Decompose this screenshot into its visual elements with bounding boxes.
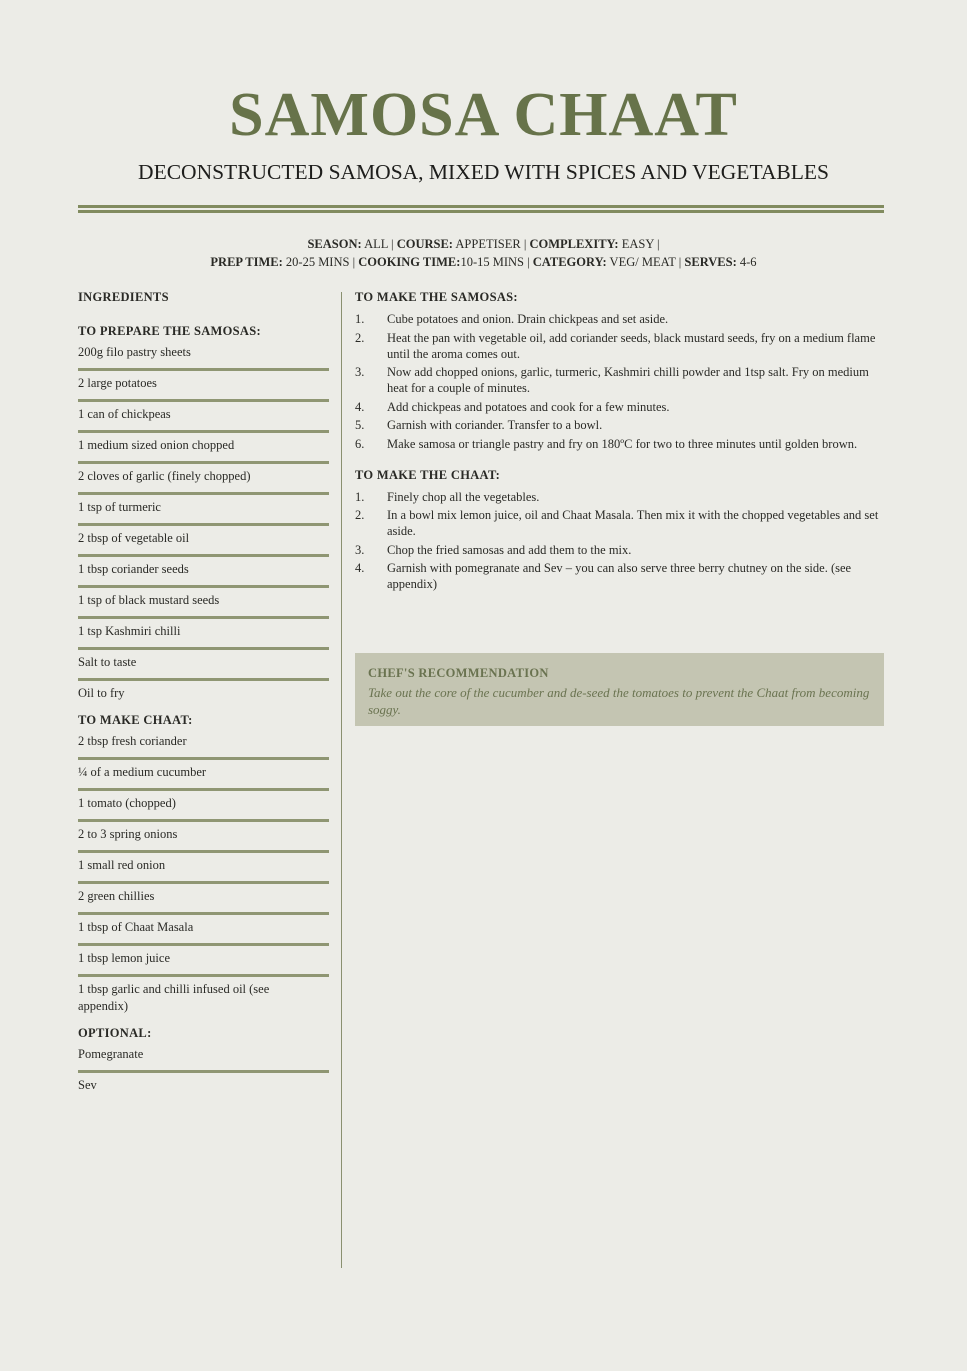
ingredient-item: 2 to 3 spring onions	[78, 825, 329, 853]
method-step	[355, 542, 884, 558]
ingredient-item: Pomegranate	[78, 1045, 329, 1073]
step-text: In a bowl mix lemon juice, oil and Chaat Masala. Then mix it with the chopped vegetables and set aside.	[387, 508, 879, 538]
season-value: ALL	[364, 237, 388, 251]
recipe-subtitle: DECONSTRUCTED SAMOSA, MIXED WITH SPICES AND VEGETABLES	[138, 160, 829, 184]
step-text: Finely chop all the vegetables.	[387, 489, 540, 504]
method-step	[355, 399, 884, 415]
step-text: Cube potatoes and onion. Drain chickpeas and set aside.	[387, 312, 669, 326]
meta-line-2: PREP TIME: 20-25 MINS | COOKING TIME:10-15 MINS | CATEGORY: VEG/ MEAT | SERVES: 4-6	[210, 255, 757, 269]
column-divider	[341, 292, 342, 1268]
ingredient-item: 1 tbsp lemon juice	[78, 949, 329, 977]
complexity-value: EASY	[621, 237, 654, 251]
ingredient-item: 1 tbsp coriander seeds	[78, 560, 329, 588]
chaat-method-heading: TO MAKE THE CHAAT:	[355, 467, 501, 482]
cooking-label: COOKING TIME:	[358, 255, 461, 269]
step-text: Make samosa or triangle pastry and fry on 180ºC for two to three minutes until golden brown.	[387, 436, 858, 451]
step-number: 4.	[355, 399, 365, 414]
chef-recommendation-box	[355, 653, 884, 726]
ingredient-item: 2 cloves of garlic (finely chopped)	[78, 467, 329, 495]
method-step	[355, 417, 884, 433]
step-number: 3.	[355, 542, 365, 557]
ingredients-heading: INGREDIENTS	[78, 290, 169, 304]
ingredient-item: Salt to taste	[78, 653, 329, 681]
ingredients-column	[78, 289, 329, 1104]
ingredient-item: 1 tbsp of Chaat Masala	[78, 918, 329, 946]
title-rule-top	[78, 205, 884, 208]
optional-ingredients-list	[78, 1045, 329, 1101]
ingredient-item: 200g filo pastry sheets	[78, 343, 329, 371]
prep-value: 20-25 MINS	[285, 255, 350, 269]
method-step	[355, 489, 884, 505]
method-step	[355, 364, 884, 396]
serves-label: SERVES:	[684, 255, 737, 269]
chef-recommendation-heading: CHEF'S RECOMMENDATION	[368, 666, 549, 680]
step-number: 1.	[355, 489, 365, 504]
serves-value: 4-6	[739, 255, 757, 269]
step-text: Garnish with pomegranate and Sev – you can also serve three berry chutney on the side. (see appendix)	[387, 561, 852, 591]
season-label: SEASON:	[307, 237, 362, 251]
category-value: VEG/ MEAT	[609, 255, 676, 269]
meta-line-1: SEASON: ALL | COURSE: APPETISER | COMPLEXITY: EASY |	[307, 237, 660, 251]
ingredient-item: 1 tsp of turmeric	[78, 498, 329, 526]
step-number: 4.	[355, 561, 365, 575]
ingredient-item: Sev	[78, 1078, 97, 1092]
step-number: 6.	[355, 436, 365, 451]
ingredient-item: 2 green chillies	[78, 887, 329, 915]
step-text: Garnish with coriander. Transfer to a bowl.	[387, 418, 603, 432]
cooking-value: 10-15 MINS	[460, 255, 524, 269]
ingredient-item: 1 can of chickpeas	[78, 405, 329, 433]
category-label: CATEGORY:	[532, 255, 607, 269]
step-number: 1.	[355, 312, 365, 326]
optional-ingredients-heading: OPTIONAL:	[78, 1026, 152, 1040]
ingredient-item: Oil to fry	[78, 686, 125, 700]
step-text: Add chickpeas and potatoes and cook for a few minutes.	[387, 399, 670, 414]
step-number: 2.	[355, 330, 365, 345]
method-step	[355, 560, 884, 592]
step-number: 5.	[355, 418, 365, 432]
complexity-label: COMPLEXITY:	[529, 237, 619, 251]
samosa-ingredients-list	[78, 343, 329, 709]
chaat-steps-list	[355, 489, 884, 593]
samosa-ingredients-heading: TO PREPARE THE SAMOSAS:	[78, 324, 261, 338]
step-number: 2.	[355, 508, 365, 522]
ingredient-item: 1 tsp of black mustard seeds	[78, 591, 329, 619]
samosa-method-heading: TO MAKE THE SAMOSAS:	[355, 290, 518, 304]
chaat-ingredients-heading: TO MAKE CHAAT:	[78, 713, 193, 727]
step-text: Now add chopped onions, garlic, turmeric, Kashmiri chilli powder and 1tsp salt. Fry on medium heat for a couple of minutes.	[387, 365, 869, 395]
chaat-ingredients-list	[78, 732, 329, 1022]
samosa-steps-list	[355, 311, 884, 452]
ingredient-item: 1 tbsp garlic and chilli infused oil (see appendix)	[78, 982, 270, 1013]
method-step	[355, 311, 884, 327]
ingredient-item: 2 large potatoes	[78, 374, 329, 402]
recipe-title: SAMOSA CHAAT	[229, 81, 738, 149]
ingredient-item: 2 tbsp of vegetable oil	[78, 529, 329, 557]
ingredient-item: 1 small red onion	[78, 856, 329, 884]
step-text: Chop the fried samosas and add them to the mix.	[387, 542, 632, 557]
title-rule-bottom	[78, 210, 884, 213]
course-label: COURSE:	[396, 237, 453, 251]
course-value: APPETISER	[455, 237, 521, 251]
ingredient-item: 2 tbsp fresh coriander	[78, 732, 329, 760]
method-step	[355, 507, 884, 539]
ingredient-item: 1 tsp Kashmiri chilli	[78, 622, 329, 650]
method-column	[355, 289, 884, 595]
ingredient-item: 1 tomato (chopped)	[78, 794, 329, 822]
chef-recommendation-text: Take out the core of the cucumber and de-seed the tomatoes to prevent the Chaat from becoming soggy.	[368, 685, 870, 717]
method-step	[355, 330, 884, 362]
step-number: 3.	[355, 365, 365, 379]
prep-label: PREP TIME:	[210, 255, 283, 269]
step-text: Heat the pan with vegetable oil, add coriander seeds, black mustard seeds, fry on a medium flame until the aroma comes out.	[387, 330, 876, 361]
method-step	[355, 436, 884, 452]
ingredient-item: 1 medium sized onion chopped	[78, 436, 329, 464]
ingredient-item: ¼ of a medium cucumber	[78, 763, 329, 791]
